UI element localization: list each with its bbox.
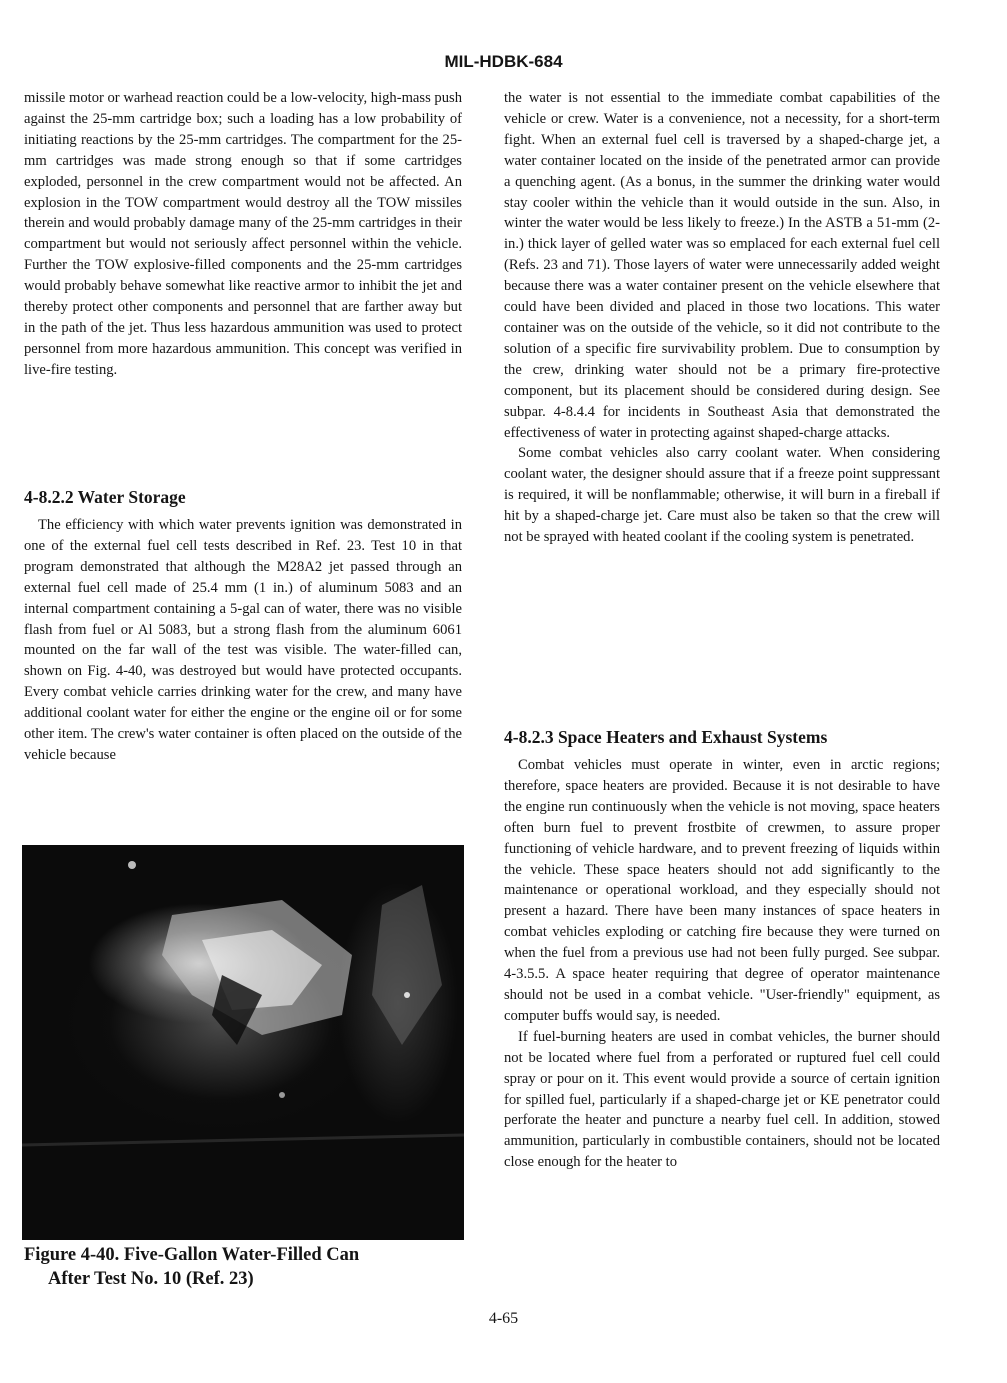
section-heading-water-storage: 4-8.2.2 Water Storage xyxy=(24,487,186,507)
caption-line-2: After Test No. 10 (Ref. 23) xyxy=(48,1269,254,1289)
page-number: 4-65 xyxy=(488,1310,519,1327)
figure-photo-water-can xyxy=(22,845,464,1240)
body-paragraph: If fuel-burning heaters are used in combat vehicles, the burner should not be located where fuel from a perforated or ruptured fuel cell could spray or pour on it. This event would provide a source of certain ignition for spilled fuel, particularly if a shaped-charge jet or KE penetrator could perforate the heater and puncture a nearby fuel cell. In addition, stowed ammunition, particularly in combustible containers, should not be located close enough for the heater to xyxy=(504,1028,940,1171)
section-heading-space-heaters: 4-8.2.3 Space Heaters and Exhaust Systems xyxy=(504,727,828,747)
body-paragraph: Some combat vehicles also carry coolant water. When considering coolant water, the designer should assure that if a freeze point suppressant is required, it will be nonflammable; otherwise, it will burn in a fireball if hit by a shaped-charge jet. Care must also be taken so that the crew will not be sprayed with heated coolant if the cooling system is penetrated. xyxy=(504,445,940,546)
left-column-paragraph-1 xyxy=(24,88,462,381)
photo-detail xyxy=(22,845,464,1240)
body-paragraph: the water is not essential to the immediate combat capabilities of the vehicle or crew. Water is a convenience, not a necessity, for a short-term fight. When an external fuel cell is traversed by a shaped-charge jet, a water container located on the inside of the penetrated armor can provide a quenching agent. (As a bonus, in the summer the drinking water would stay cooler within the vehicle than it would outside in the sun. Also, in winter the water would be less likely to freeze.) In the ASTB a 51-mm (2-in.) thick layer of gelled water was so emplaced for each external fuel cell (Refs. 23 and 71). Those layers of water were unnecessarily added weight because there was a water container present on the vehicle elsewhere that could have been divided and placed in those two locations. This water container was on the outside of the vehicle, so it did not contribute to the solution of a specific fire survivability problem. Due to consumption by the crew, drinking water should not be a primary fire-protective component, but its placement should be considered during design. See subpar. 4-8.4.4 for incidents in Southeast Asia that demonstrated the effectiveness of water in protecting against shaped-charge attacks. xyxy=(504,90,940,441)
right-column-paragraphs xyxy=(504,88,940,548)
caption-line-1: Figure 4-40. Five-Gallon Water-Filled Can xyxy=(24,1245,360,1265)
figure-caption xyxy=(24,1243,464,1291)
body-paragraph: The efficiency with which water prevents ignition was demonstrated in one of the external fuel cell tests described in Ref. 23. Test 10 in that program demonstrated that although the M28A2 jet passed through an external fuel cell made of 25.4 mm (1 in.) of aluminum 5083 and an internal compartment containing a 5-gal can of water, there was no visible flash from fuel or Al 5083, but a strong flash from the aluminum 6061 mounted on the far wall of the test was visible. The water-filled can, shown on Fig. 4-40, was destroyed but would have protected occupants. Every combat vehicle carries drinking water for the crew, and many have additional coolant water for either the engine or the engine oil or for some other item. The crew's water container is often placed on the outside of the vehicle because xyxy=(24,517,462,763)
body-paragraph: missile motor or warhead reaction could be a low-velocity, high-mass push against the 25-mm cartridge box; such a loading has a low probability of initiating reactions by the 25-mm cartridges. The compartment for the 25-mm cartridges was made strong enough so that if some cartridges exploded, personnel in the crew compartment would not be affected. An explosion in the TOW compartment would destroy all the TOW missiles therein and would probably damage many of the 25-mm cartridges in their compartment but would not seriously affect personnel within the vehicle. Further the TOW explosive-filled components and the 25-mm cartridges would probably behave somewhat like reactive armor to inhibit the jet and thereby protect other components and personnel that are farther away but in the path of the jet. Thus less hazardous ammunition was used to protect personnel from more hazardous ammunition. This concept was verified in live-fire testing. xyxy=(24,90,462,378)
body-paragraph: Combat vehicles must operate in winter, even in arctic regions; therefore, space heaters are provided. Because it is not desirable to have the engine run continuously when the vehicle is not moving, space heaters often burn fuel to prevent frostbite of crewmen, to assure proper functioning of vehicle hardware, and to prevent freezing of liquids within the vehicle. These space heaters should not add significantly to the maintenance or operational workload, and they especially should not present a hazard. There have been many instances of space heaters in combat vehicles exploding or catching fire because they were turned on when the fuel from a previous use had not been fully purged. See subpar. 4-3.5.5. A space heater requiring that degree of operator maintenance should not be used in a combat vehicle. "User-friendly" equipment, as computer buffs would say, is needed. xyxy=(504,757,940,1024)
document-id-header: MIL-HDBK-684 xyxy=(444,52,563,71)
left-column-paragraph-2 xyxy=(24,515,462,766)
right-column-paragraphs-2 xyxy=(504,755,940,1173)
